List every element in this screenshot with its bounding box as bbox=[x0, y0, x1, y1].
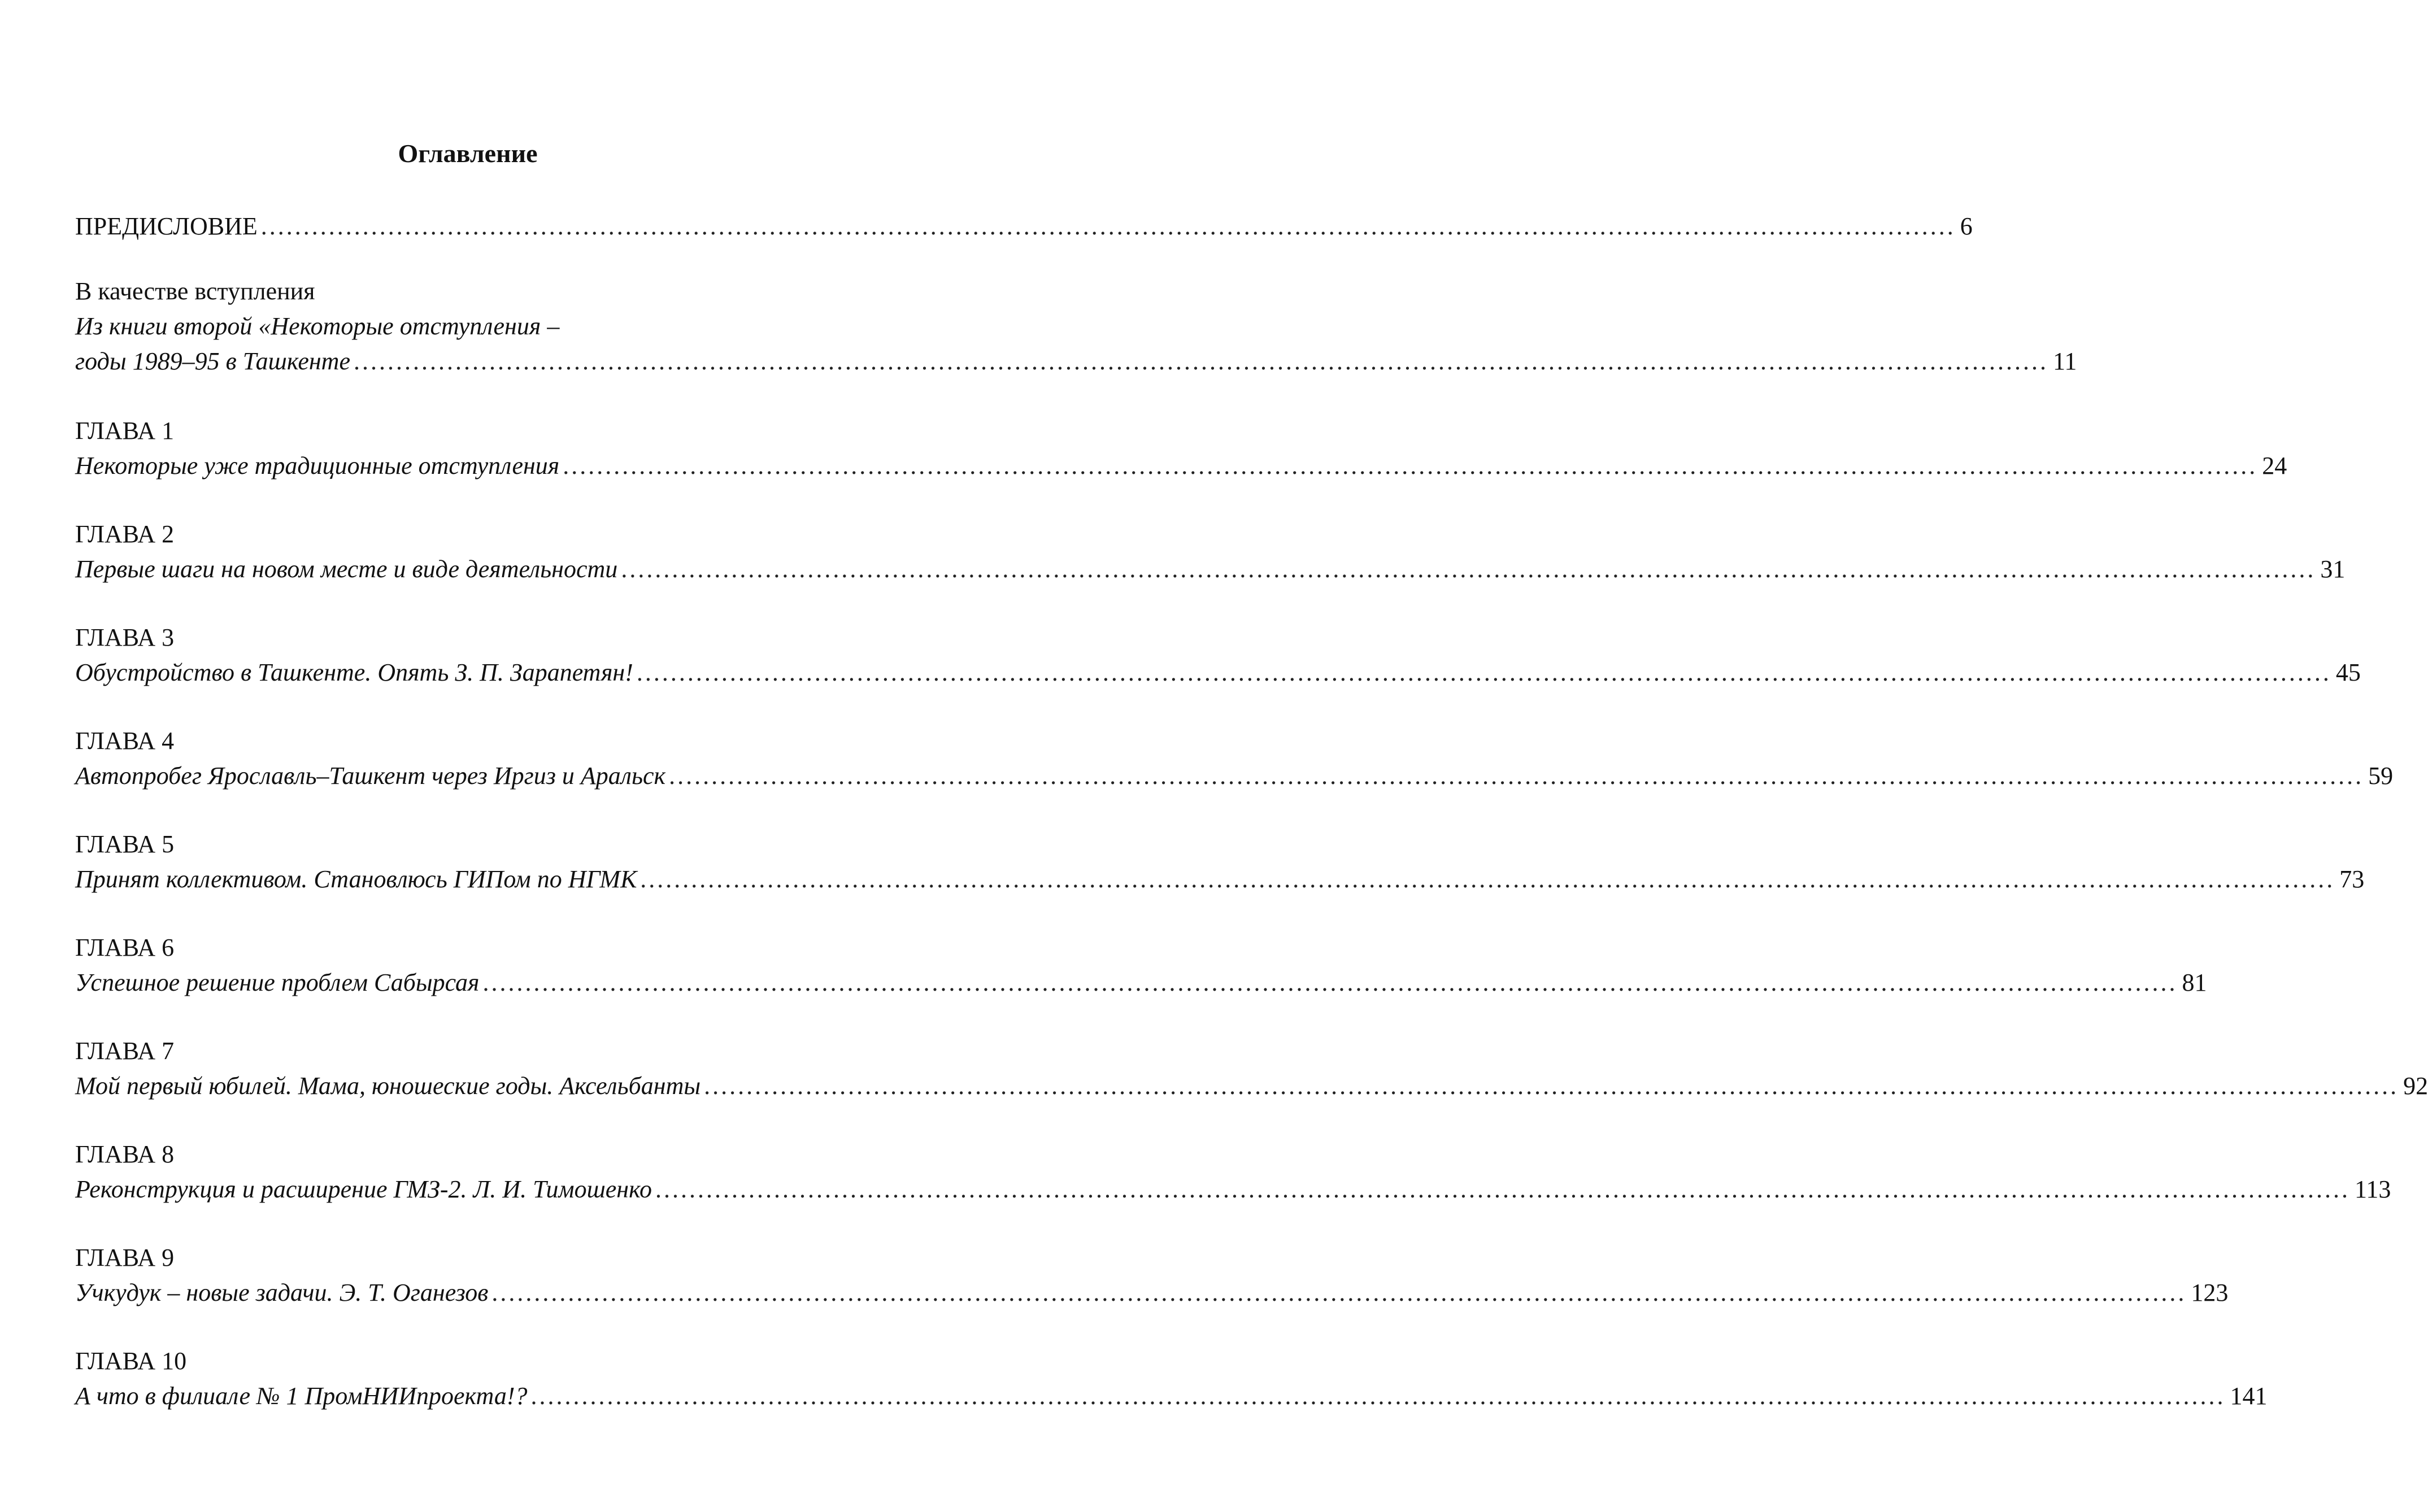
page-number: 73 bbox=[2339, 865, 2365, 893]
chapter-title: Принят коллективом. Становлюсь ГИПом по НГМК bbox=[75, 865, 637, 893]
entry-heading: В качестве вступления bbox=[75, 277, 315, 305]
page-number: 45 bbox=[2335, 659, 2361, 686]
entry-subtitle: Из книги второй «Некоторые отступления – bbox=[75, 312, 560, 340]
page-number: 113 bbox=[2355, 1175, 2391, 1203]
toc-entry-chapter-8 bbox=[75, 1137, 2391, 1207]
chapter-heading: ГЛАВА 1 bbox=[75, 417, 175, 445]
page-number: 92 bbox=[2403, 1072, 2428, 1100]
entry-title: годы 1989–95 в Ташкенте bbox=[75, 347, 350, 375]
page-number: 31 bbox=[2320, 555, 2346, 583]
dot-leader: ........................................................................................................................................................................................................ bbox=[621, 555, 2316, 583]
toc-entry-chapter-4 bbox=[75, 724, 2394, 794]
chapter-heading: ГЛАВА 7 bbox=[75, 1037, 175, 1065]
toc-entry-chapter-1 bbox=[75, 413, 2287, 483]
dot-leader: ........................................................................................................................................................................................................ bbox=[669, 762, 2364, 790]
page-number: 123 bbox=[2191, 1279, 2229, 1306]
toc-entry-preface bbox=[75, 209, 1973, 244]
dot-leader: ........................................................................................................................................................................................................ bbox=[260, 212, 1956, 240]
dot-leader: ........................................................................................................................................................................................................ bbox=[704, 1072, 2399, 1100]
dot-leader: ........................................................................................................................................................................................................ bbox=[354, 347, 2048, 375]
toc-entry-chapter-6 bbox=[75, 930, 2207, 1000]
toc-entry-intro bbox=[75, 274, 2077, 379]
chapter-heading-line bbox=[75, 930, 860, 965]
chapter-heading-line bbox=[75, 1240, 860, 1275]
dot-leader: ........................................................................................................................................................................................................ bbox=[655, 1175, 2351, 1203]
page-number: 6 bbox=[1960, 212, 1973, 240]
dot-leader: ........................................................................................................................................................................................................ bbox=[636, 659, 2331, 686]
chapter-heading: ГЛАВА 4 bbox=[75, 727, 175, 755]
table-of-contents-page bbox=[75, 0, 2428, 1512]
toc-line bbox=[75, 759, 2394, 794]
chapter-title: Обустройство в Ташкенте. Опять З. П. Зарапетян! bbox=[75, 659, 633, 686]
toc-line bbox=[75, 655, 2361, 690]
chapter-heading-line bbox=[75, 413, 860, 448]
chapter-heading-line bbox=[75, 1344, 860, 1379]
toc-line bbox=[75, 1069, 2428, 1104]
chapter-heading-line bbox=[75, 827, 860, 862]
toc-line bbox=[75, 1379, 2268, 1414]
toc-line bbox=[75, 965, 2207, 1000]
toc-line bbox=[75, 209, 1973, 244]
dot-leader: ........................................................................................................................................................................................................ bbox=[530, 1382, 2226, 1410]
toc-line bbox=[75, 552, 2346, 587]
chapter-heading-line bbox=[75, 724, 860, 759]
chapter-heading: ГЛАВА 10 bbox=[75, 1347, 187, 1375]
chapter-heading: ГЛАВА 6 bbox=[75, 934, 175, 961]
entry-subtitle-line bbox=[75, 309, 860, 344]
page-number: 141 bbox=[2230, 1382, 2268, 1410]
dot-leader: ........................................................................................................................................................................................................ bbox=[491, 1279, 2187, 1306]
page-number: 59 bbox=[2368, 762, 2394, 790]
page-number: 81 bbox=[2182, 969, 2207, 996]
page-number: 24 bbox=[2262, 452, 2287, 480]
chapter-title: Мой первый юбилей. Мама, юношеские годы. Аксельбанты bbox=[75, 1072, 701, 1100]
entry-title: ПРЕДИСЛОВИЕ bbox=[75, 212, 258, 240]
toc-entry-chapter-3 bbox=[75, 620, 2361, 690]
chapter-heading: ГЛАВА 3 bbox=[75, 624, 175, 651]
chapter-heading: ГЛАВА 5 bbox=[75, 830, 175, 858]
chapter-heading: ГЛАВА 2 bbox=[75, 520, 175, 548]
toc-line bbox=[75, 448, 2287, 483]
chapter-heading: ГЛАВА 9 bbox=[75, 1244, 175, 1271]
chapter-heading-line bbox=[75, 1034, 860, 1069]
chapter-title: Реконструкция и расширение ГМЗ-2. Л. И. Тимошенко bbox=[75, 1175, 652, 1203]
toc-line bbox=[75, 862, 2365, 897]
chapter-heading-line bbox=[75, 620, 860, 655]
chapter-title: Некоторые уже традиционные отступления bbox=[75, 452, 560, 480]
chapter-heading-line bbox=[75, 1137, 860, 1172]
toc-title: Оглавление bbox=[398, 139, 538, 168]
chapter-title: Автопробег Ярославль–Ташкент через Иргиз и Аральск bbox=[75, 762, 666, 790]
chapter-title: Успешное решение проблем Сабырсая bbox=[75, 969, 480, 996]
chapter-title: А что в филиале № 1 ПромНИИпроекта!? bbox=[75, 1382, 528, 1410]
toc-line bbox=[75, 1275, 2229, 1310]
toc-entry-chapter-9 bbox=[75, 1240, 2229, 1310]
toc-entry-chapter-7 bbox=[75, 1034, 2428, 1104]
toc-entry-chapter-10 bbox=[75, 1344, 2268, 1414]
dot-leader: ........................................................................................................................................................................................................ bbox=[640, 865, 2335, 893]
page-number: 11 bbox=[2053, 347, 2077, 375]
dot-leader: ........................................................................................................................................................................................................ bbox=[482, 969, 2178, 996]
entry-heading-line bbox=[75, 274, 860, 309]
chapter-title: Первые шаги на новом месте и виде деятельности bbox=[75, 555, 618, 583]
toc-entry-chapter-5 bbox=[75, 827, 2365, 897]
chapter-heading-line bbox=[75, 517, 860, 552]
toc-line bbox=[75, 1172, 2391, 1207]
chapter-title: Учкудук – новые задачи. Э. Т. Оганезов bbox=[75, 1279, 489, 1306]
toc-line bbox=[75, 344, 2077, 379]
chapter-heading: ГЛАВА 8 bbox=[75, 1140, 175, 1168]
toc-entry-chapter-2 bbox=[75, 517, 2346, 587]
dot-leader: ........................................................................................................................................................................................................ bbox=[563, 452, 2258, 480]
